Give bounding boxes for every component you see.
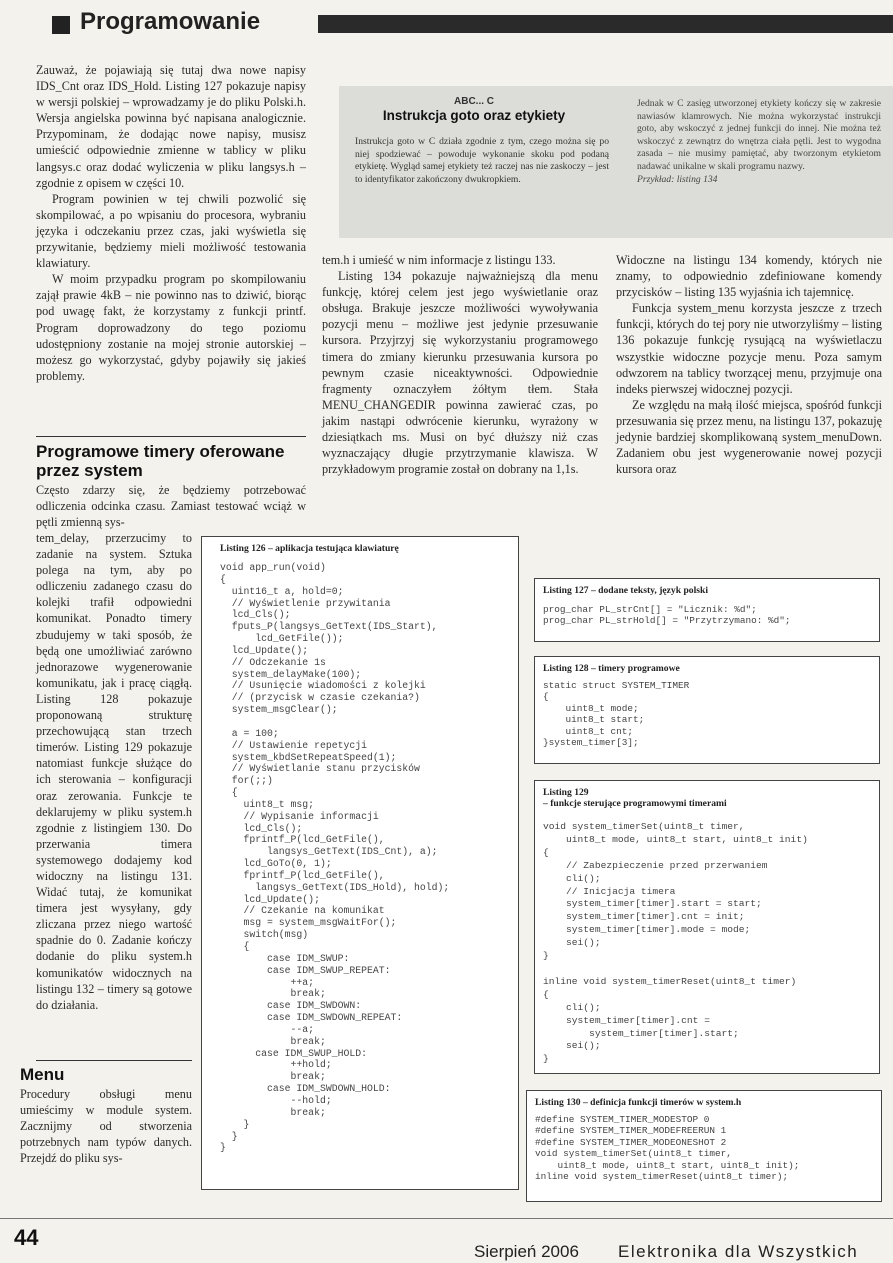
paragraph: W moim przypadku program po skompilowaniu zajął prawie 4kB – nie powinno nas to dziwić, biorąc pod uwagę fakt, że korzystamy z funkcji printf. Program doprowadzony do tego poziomu udostępniony zostanie na mojej stronie autorskiej – możesz go wykorzystać, gdyby pojawiły się jakieś problemy. [36,272,306,383]
paragraph: tem.h i umieść w nim informacje z listingu 133. [322,253,556,267]
header-square-icon [52,16,70,34]
listing-title: Listing 127 – dodane teksty, język polski [543,585,708,596]
sidebar-tag: ABC... C [454,96,494,107]
listing-130 [526,1090,882,1202]
sidebar-left-text: Instrukcja goto w C działa zgodnie z tym, czego można się po niej spodziewać – powoduje wykonanie skoku pod podaną etykietę. Wygląd samej etykiety też raczej nas nie zaskoczy – jest to identyfikator zakończony dwukropkiem. [355,136,609,185]
listing-code: void system_timerSet(uint8_t timer, uint8_t mode, uint8_t start, uint8_t init) { // Zabezpieczenie przed przerwaniem cli(); // Inicjacja timera system_timer[timer].start = start; system_timer[timer].cnt = init; system_timer[timer].mode = mode; sei(); } inline void system_timerReset(uint8_t timer) { cli(); system_timer[timer].cnt = system_timer[timer].start; sei(); } [543,821,808,1065]
paragraph: Często zdarzy się, że będziemy potrzebować odliczenia odcinka czasu. Zamiast testować wciąż w pętli zmienną sys- [36,483,306,530]
paragraph: tem_delay, przerzucimy to zadanie na system. Sztuka polega na tym, aby po odliczeniu zadanego czasu do kolejki trafił odpowiedni komunikat. Ponadto timery zbudujemy w taki sposób, że będą one umożliwiać zarówno jednorazowe wygenerowanie komunikatu, jak i pracę ciągłą. Listing 128 pokazuje proponowaną strukturę przechowującą stan trzech timerów. Listing 129 pokazuje natomiast funkcje służące do ich sterowania – konfiguracji oraz zerowania. Funkcje te deklarujemy w pliku system.h zgodnie z listingiem 130. Do przerwania timera systemowego dodajemy kod widoczny na listingu 131. Widać tutaj, że komunikat timera jest wysyłany, gdy zliczana przez niego wartość spadnie do 0. Zadanie kończy dodanie do pliku system.h komunikatów widocznych na listingu 132 – timery są gotowe do działania. [36,531,192,1012]
footer-divider [0,1218,893,1219]
paragraph: Procedury obsługi menu umieścimy w module system. Zacznijmy od stworzenia potrzebnych nam typów danych. Przejdź do pliku sys- [20,1087,192,1166]
paragraph: Program powinien w tej chwili pozwolić się skompilować, a po wpisaniu do procesora, wybraniu języka i odczekaniu przez czas, jaki wyświetla się przywitanie, będziemy mieli możliwość testowania klawiatury. [36,191,306,271]
column-1 [36,62,306,384]
listing-title: Listing 129 [543,787,589,798]
listing-code: void app_run(void) { uint16_t a, hold=0; // Wyświetlenie przywitania lcd_Cls(); fputs_P(langsys_GetText(IDS_Start), lcd_GetFile()); lcd_Update(); // Odczekanie 1s system_delayMake(100); // Usunięcie wiadomości z kolejki // (przycisk w czasie czekania?) system_msgClear(); a = 100; // Ustawienie repetycji system_kbdSetRepeatSpeed(1); // Wyświetlanie stanu przycisków for(;;) { uint8_t msg; // Wypisanie informacji lcd_Cls(); fprintf_P(lcd_GetFile(), langsys_GetText(IDS_Cnt), a); lcd_GoTo(0, 1); fprintf_P(lcd_GetFile(), langsys_GetText(IDS_Hold), hold); lcd_Update(); // Czekanie na komunikat msg = system_msgWaitFor(); switch(msg) { case IDM_SWUP: case IDM_SWUP_REPEAT: ++a; break; case IDM_SWDOWN: case IDM_SWDOWN_REPEAT: --a; break; case IDM_SWUP_HOLD: ++hold; break; case IDM_SWDOWN_HOLD: --hold; break; } } } [220,562,450,1154]
page-header [0,6,893,40]
listing-129 [534,780,880,1074]
section-title: Programowanie [80,8,261,35]
paragraph: Funkcja system_menu korzysta jeszcze z trzech funkcji, których do tej pory nie utworzyliśmy – listing 136 pokazuje funkcję rysującą na wyświetlaczu wszystkie widoczne pozycje menu. Poza samym odwzorem na tablicy tworzącej menu, przyjmuje ona indeks pierwszej widocznej pozycji. [616,301,882,396]
section-heading-menu: Menu [20,1065,65,1084]
paragraph: Listing 134 pokazuje najważniejszą dla menu funkcję, której celem jest jego wyświetlanie oraz obsługa. Brakuje jeszcze możliwości wywoływania pozycji menu – możliwe jest jedynie przesuwanie kursora. Przyjrzyj się wykorzystaniu programowego timera do zmiany kierunku przesuwania kursora po pewnym czasie niceaktywności. Odpowiednie fragmenty oznaczyłem żółtym tłem. Stała MENU_CHANGEDIR powinna zawierać czas, po jakim nastąpi odwrócenie kierunku, wyrażony w dziesiątkach ms. Musi on być dłuższy niż czas wyznaczający długie przytrzymanie klawisza. W przykładowym programie został on dobrany na 1,1s. [322,269,598,477]
divider [36,1060,192,1061]
listing-126 [201,536,519,1190]
listing-code: static struct SYSTEM_TIMER { uint8_t mode; uint8_t start; uint8_t cnt; }system_timer[3]; [543,680,690,749]
listing-code: #define SYSTEM_TIMER_MODESTOP 0 #define SYSTEM_TIMER_MODEFREERUN 1 #define SYSTEM_TIMER_MODEONESHOT 2 void system_timerSet(uint8_t timer, uint8_t mode, uint8_t start, uint8_t init); inline void system_timerReset(uint8_t timer); [535,1114,800,1183]
divider [36,436,306,437]
listing-code: prog_char PL_strCnt[] = "Licznik: %d"; prog_char PL_strHold[] = "Przytrzymano: %d"; [543,604,791,627]
page-number: 44 [14,1225,39,1250]
sidebar-right-text: Jednak w C zasięg utworzonej etykiety kończy się w zakresie nawiasów klamrowych. Nie można wykorzystać instrukcji goto, aby wskoczyć z jednej funkcji do innej. Nie można też wskoczyć z zewnątrz do wnętrza ciała pętli. Jest to wygodna zasada – nie musimy pamiętać, aby tworzonym etykietom nadawać unikalne w skali programu nazwy. Przykład: listing 134 [637,98,881,185]
paragraph: Widoczne na listingu 134 komendy, których nie znamy, to odpowiednio zdefiniowane komendy przycisków – listing 135 wyjaśnia ich tajemnicę. [616,253,882,300]
section-heading-timers: Programowe timery oferowane przez system [36,442,285,480]
paragraph: Zauważ, że pojawiają się tutaj dwa nowe napisy IDS_Cnt oraz IDS_Hold. Listing 127 pokazuje napisy w wersji polskiej – wprowadzamy je do pliku Polski.h. Wersja angielska powinna być napisana analogicznie. Przypominam, że dodając nowe napisy, musisz umieścić odpowiednie zmienne w tablicy w pliku langsys.c oraz dodać wyliczenia w pliku langsys.h – zgodnie z opisem w części 10. [36,63,306,190]
listing-title: Listing 130 – definicja funkcji timerów w system.h [535,1097,742,1108]
column-1-timers [36,482,306,530]
listing-127 [534,578,880,642]
column-1-menu [20,1086,192,1166]
listing-128 [534,656,880,764]
column-3 [616,252,882,477]
magazine-name: Elektronika dla Wszystkich [618,1242,859,1261]
sidebar-title: Instrukcja goto oraz etykiety [382,108,566,123]
column-2 [322,252,598,477]
header-bar [318,15,893,33]
listing-title: Listing 126 – aplikacja testująca klawiaturę [220,543,399,554]
abc-c-sidebar [339,86,893,238]
sidebar-example: Przykład: listing 134 [637,173,718,185]
column-1-timers-cont [36,530,192,1013]
paragraph: Ze względu na małą ilość miejsca, spośród funkcji przesuwania się przez menu, na listingu 137, pokazuję jedynie bardziej skomplikowaną system_menuDown. Zadaniem obu jest wygenerowanie nowej pozycji kursora oraz [616,397,882,477]
issue-date: Sierpień 2006 [474,1242,579,1261]
listing-title: Listing 128 – timery programowe [543,663,680,674]
listing-subtitle: – funkcje sterujące programowymi timerami [543,798,727,809]
